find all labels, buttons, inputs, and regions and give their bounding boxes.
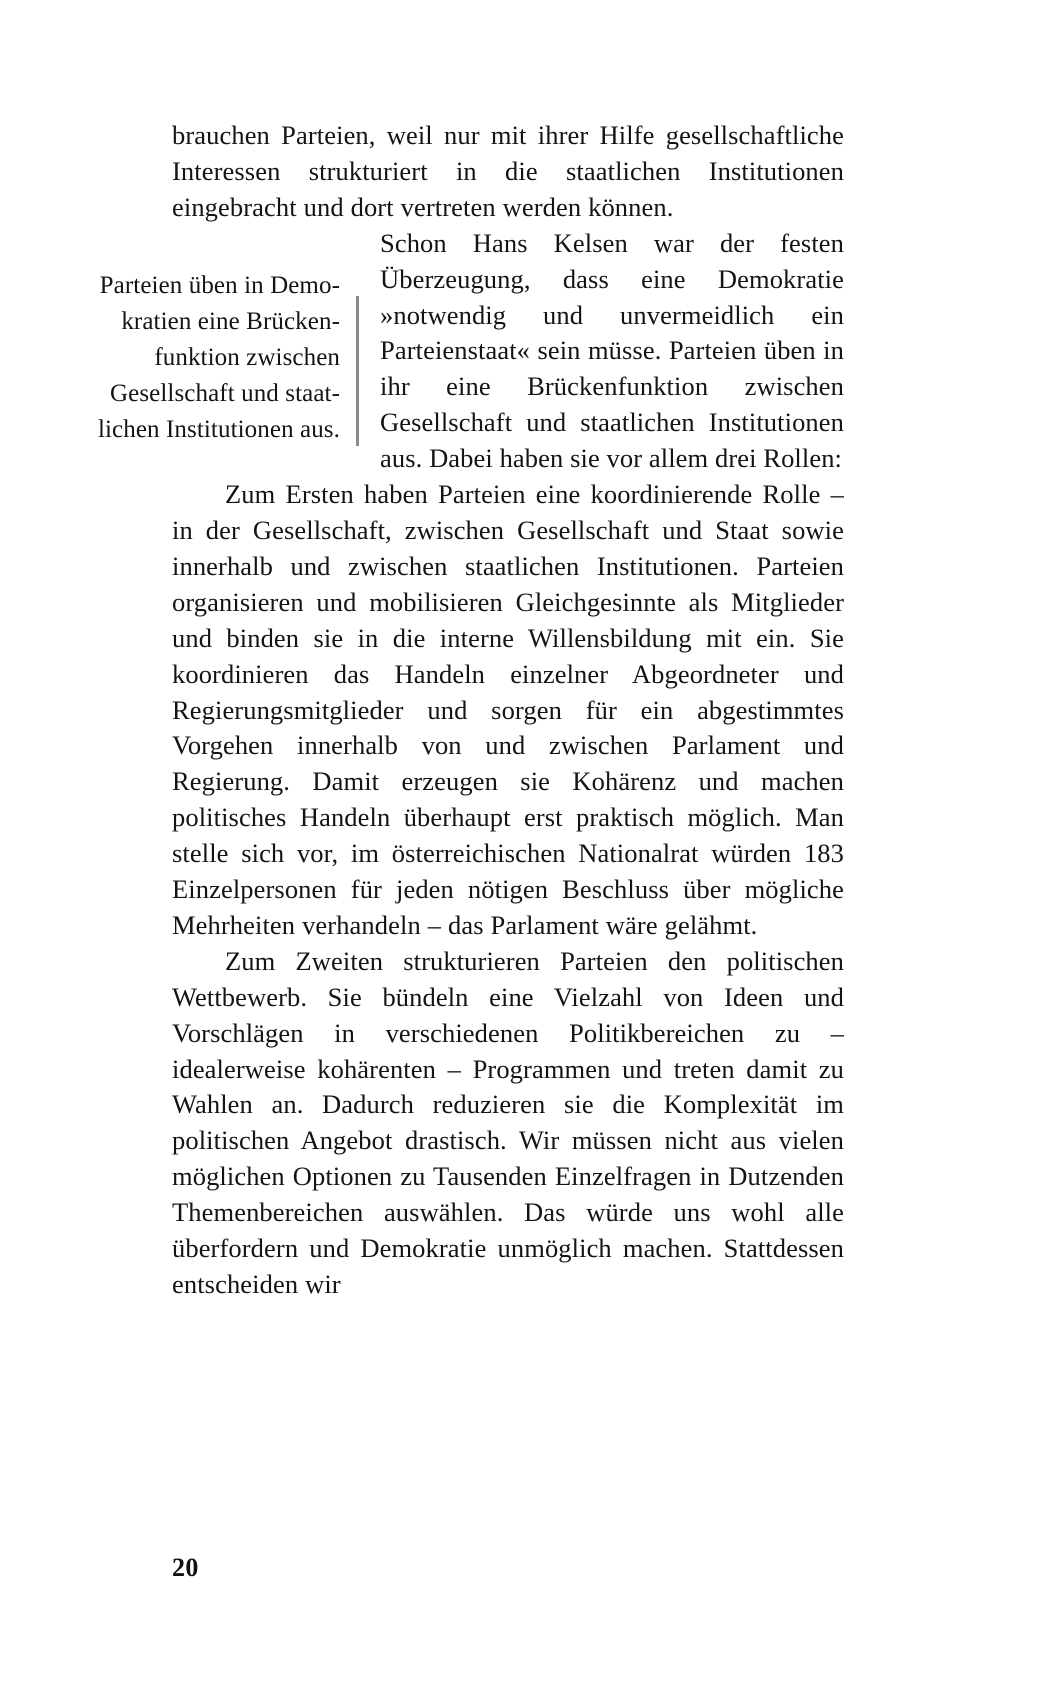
paragraph-zweite-rolle: Zum Zweiten strukturieren Parteien den politischen Wettbewerb. Sie bündeln eine Vielzahl von Ideen und Vorschlägen in verschiedenen Politikbereichen zu – idealerweise kohärenten – Programmen und treten damit zu Wahlen an. Dadurch reduzieren sie die Komplexität im politischen Angebot drastisch. Wir müssen nicht aus vielen möglichen Optionen zu Tausenden Einzelfragen in Dutzenden Themenbereichen auswählen. Das würde uns wohl alle überfordern und Demokratie unmöglich machen. Stattdessen entscheiden wir xyxy=(172,945,844,1299)
pullquote-flow-spacer xyxy=(172,226,380,448)
pullquote-line: funktion zwischen xyxy=(154,343,340,371)
page-number: 20 xyxy=(172,1553,199,1582)
paragraph-continuation: brauchen Parteien, weil nur mit ihrer Hilfe gesellschaftliche Interessen strukturiert in die staatlichen Institutionen eingebracht und dort vertreten werden können. xyxy=(172,120,844,222)
paragraph-kelsen xyxy=(172,226,844,477)
pullquote-line: Gesellschaft und staat- xyxy=(110,379,340,407)
body-text-column xyxy=(172,118,844,1303)
pullquote-line: Parteien üben in Demo- xyxy=(99,272,340,299)
pullquote-line: lichen Institutionen aus. xyxy=(97,415,340,443)
paragraph-erste-rolle: Zum Ersten haben Parteien eine koordinierende Rolle – in der Gesellschaft, zwischen Gesellschaft und Staat sowie innerhalb und zwischen staatlichen Institutionen. Parteien organisieren und mobilisieren Gleichgesinnte als Mitglieder und binden sie in die interne Willensbildung mit ein. Sie koordinieren das Handeln einzelner Abgeordneter und Regierungsmitglieder und sorgen für ein abgestimmtes Vorgehen innerhalb von und zwischen Parlament und Regierung. Damit erzeugen sie Kohärenz und machen politisches Handeln überhaupt erst praktisch möglich. Man stelle sich vor, im österreichischen Nationalrat würden 183 Einzelpersonen für jeden nötigen Beschluss über mögliche Mehrheiten verhandeln – das Parlament wäre gelähmt. xyxy=(172,479,844,940)
pullquote-line: kratien eine Brücken- xyxy=(121,307,340,335)
paragraph-kelsen-text: Schon Hans Kelsen war der festen Überzeugung, dass eine Demokratie »notwendig und unvermeidlich ein Parteienstaat« sein müsse. Parteien üben in ihr eine Brückenfunktion zwischen Gesellschaft und staatlichen Institutionen aus. Dabei haben sie vor allem drei Rollen: xyxy=(380,227,844,474)
